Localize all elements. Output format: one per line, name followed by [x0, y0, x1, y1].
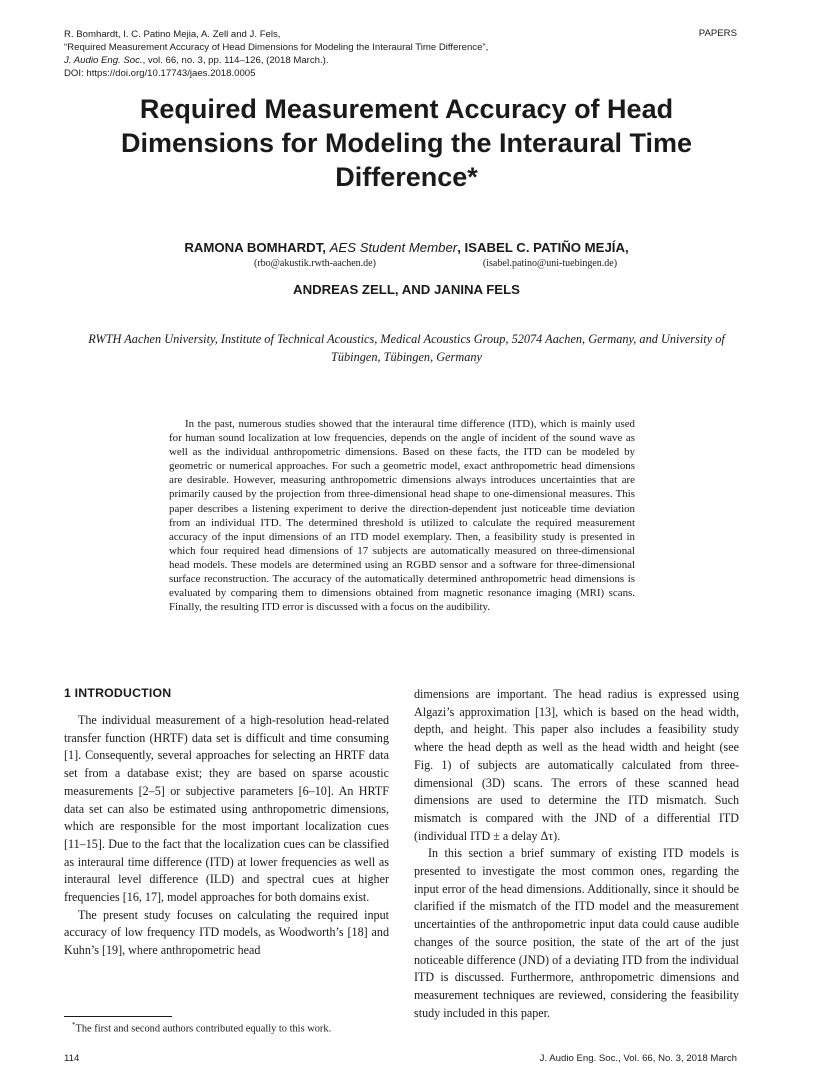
intro-paragraph-2-continued: dimensions are important. The head radius is expressed using Algazi’s approximation [13], which is based on the head width, depth, and height. This paper also includes a feasibility study where the head depth as well as the head width and height (see Fig. 1) of subjects are automatically calculated from three-dimensional (3D) scans. The errors of these scanned head dimensions are used to determine the ITD mismatch. Such mismatch is compared with the JND of a differential ITD (individual ITD ± a delay Δτ). [414, 687, 739, 843]
page-number: 114 [64, 1053, 80, 1064]
header-volume: , vol. 66, no. 3, pp. 114–126, (2018 March.). [142, 55, 329, 66]
footnote-text: The first and second authors contributed equally to this work. [75, 1023, 332, 1035]
footnote-divider [64, 1016, 172, 1017]
footer-citation: J. Audio Eng. Soc., Vol. 66, No. 3, 2018 March [539, 1053, 737, 1064]
section-label: PAPERS [698, 28, 737, 39]
paper-title: Required Measurement Accuracy of Head Dimensions for Modeling the Interaural Time Difference* [120, 94, 693, 192]
header-title: “Required Measurement Accuracy of Head Dimensions for Modeling the Interaural Time Difference”, [64, 42, 489, 53]
email-patino[interactable]: (isabel.patino@uni-tuebingen.de) [482, 258, 618, 269]
author-patino: , ISABEL C. PATIÑO MEJÍA, [457, 240, 629, 255]
author-bomhardt: RAMONA BOMHARDT, [184, 240, 326, 255]
intro-paragraph-2: The present study focuses on calculating the required input accuracy of low frequency ITD models, as Woodworth’s [18] and Kuhn’s [19], where anthropometric head [64, 907, 389, 958]
footnote [72, 1021, 402, 1034]
abstract: In the past, numerous studies showed that the interaural time difference (ITD), which is mainly used for human sound localization at low frequencies, depends on the angle of incident of the sound wave as well as the individual anthropometric dimensions. Based on these facts, the ITD can be modeled by geometric or numerical approaches. For such a geometric model, exact anthropometric head dimensions are desirable. However, measuring anthropometric dimensions always introduces uncertainties that are primarily caused by the projection from three-dimensional head shape to one-dimensional measures. This paper describes a listening experiment to derive the direction-dependent just noticeable time deviation from an individual ITD. The determined threshold is utilized to calculate the required measurement accuracy of the input dimensions of an ITD model exemplary. Then, a feasibility study is presented in which four required head dimensions of 17 subjects are automatically measured on three-dimensional head models. These models are determined using an RGBD sensor and a software for three-dimensional surface reconstruction. The accuracy of the automatically determined anthropometric head dimensions is evaluated by comparing them to dimensions obtained from magnetic resonance imaging (MRI) scans. Finally, the resulting ITD error is discussed with a focus on the audibility. [169, 418, 635, 614]
running-header [64, 28, 624, 80]
affiliation: RWTH Aachen University, Institute of Technical Acoustics, Medical Acoustics Group, 52074 Aachen, Germany, and University of Tübingen, Tübingen, Germany [88, 332, 725, 364]
header-journal: J. Audio Eng. Soc. [64, 55, 143, 66]
authors-line-2: ANDREAS ZELL, AND JANINA FELS [293, 282, 520, 297]
intro-paragraph-3: In this section a brief summary of existing ITD models is presented to investigate the most common ones, regarding the input error of the head dimensions. Additionally, since it should be clarified if the mismatch of the ITD model and the measurement uncertainties of the anthropometric input data could cause audible changes of the source position, the state of the art of the just noticeable difference (JND) of a deviating ITD from the individual ITD is discussed. Furthermore, anthropometric dimensions and measurement techniques are reviewed, considering the feasibility study included in this paper. [414, 846, 739, 1020]
footnote-marker: * [72, 1021, 76, 1029]
header-doi[interactable]: DOI: https://doi.org/10.17743/jaes.2018.0005 [64, 68, 256, 79]
header-authors: R. Bomhardt, I. C. Patino Mejia, A. Zell and J. Fels, [64, 29, 281, 40]
email-bomhardt[interactable]: (rbo@akustik.rwth-aachen.de) [254, 258, 376, 269]
right-column [414, 686, 739, 1022]
authors-line-1 [0, 240, 813, 255]
intro-paragraph-1: The individual measurement of a high-resolution head-related transfer function (HRTF) data set is difficult and time consuming [1]. Consequently, several approaches for selecting an HRTF data set from a database exist; they are based on sparse acoustic measurements [2–5] or subjective parameters [6–10]. An HRTF data set can also be estimated using anthropometric dimensions, which are responsible for the most important localization cues [11–15]. Due to the fact that the localization cues can be classified as interaural time difference (ITD) at lower frequencies as well as interaural level difference (ILD) and spectral cues at higher frequencies [16, 17], model approaches for both domains exist. [64, 713, 389, 905]
left-column [64, 686, 389, 960]
author-role: AES Student Member [329, 240, 458, 255]
header-citation [64, 54, 624, 67]
section-heading-introduction: 1 INTRODUCTION [64, 686, 172, 700]
